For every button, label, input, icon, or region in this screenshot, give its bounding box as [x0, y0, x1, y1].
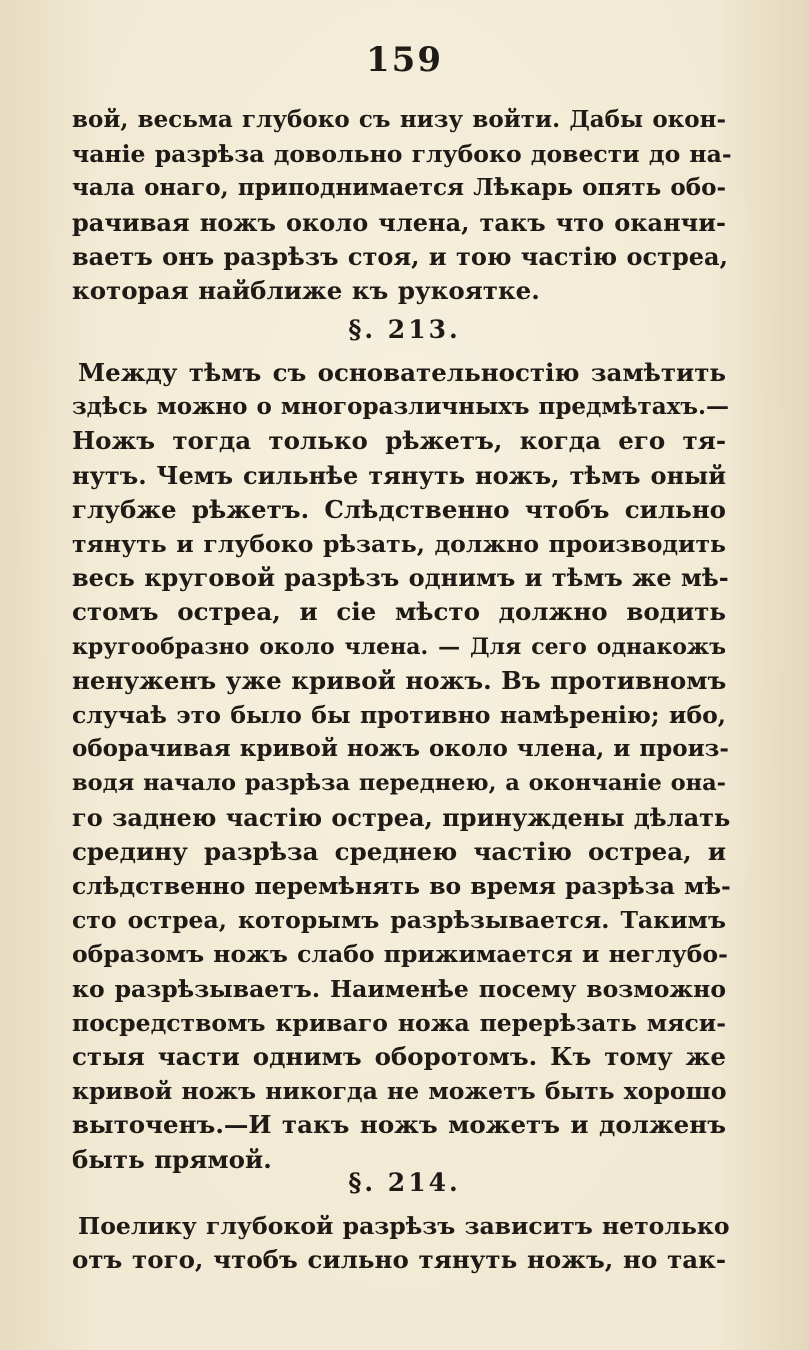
text-line: посредствомъ криваго ножа перерѣзать мяси-	[72, 1008, 726, 1037]
text-line: чаніе разрѣза довольно глубоко довести до на-	[72, 140, 732, 169]
text-line: быть прямой.	[72, 1144, 272, 1174]
text-line: выточенъ.—И такъ ножъ можетъ и долженъ	[72, 1110, 726, 1140]
text-line: которая найближе къ рукоятке.	[72, 276, 540, 306]
text-line: ненуженъ уже кривой ножъ. Въ противномъ	[72, 665, 727, 695]
text-line: чала онаго, приподнимается Лѣкарь опять обо-	[72, 174, 726, 202]
text-line: тянуть и глубоко рѣзать, должно производить	[72, 530, 726, 559]
text-line: ваетъ онъ разрѣзъ стоя, и тою частію остреа,	[72, 241, 728, 271]
text-line: слѣдственно перемѣнять во время разрѣза мѣ-	[72, 872, 731, 901]
text-line: Между тѣмъ съ основательностію замѣтить	[78, 358, 726, 387]
text-line: водя начало разрѣза переднею, а окончаніе она-	[72, 770, 726, 797]
text-line: отъ того, чтобъ сильно тянуть ножъ, но так-	[72, 1245, 726, 1275]
page-number: 159	[366, 40, 443, 80]
text-line: вой, весьма глубоко съ низу войти. Дабы окон-	[72, 106, 726, 133]
text-line: нутъ. Чемъ сильнѣе тянуть ножъ, тѣмъ оный	[72, 460, 726, 490]
text-line: оборачивая кривой ножъ около члена, и произ-	[72, 735, 729, 763]
section-heading-213: §. 213.	[348, 315, 461, 344]
text-line: Поелику глубокой разрѣзъ зависитъ нетолько	[78, 1212, 730, 1240]
text-line: средину разрѣза среднею частію остреа, и	[72, 836, 726, 866]
text-line: стомъ остреа, и сіе мѣсто должно водить	[72, 597, 726, 627]
paragraph-section-213	[72, 356, 731, 1177]
text-line: Ножъ тогда только рѣжетъ, когда его тя-	[72, 426, 726, 456]
text-line: го заднею частію остреа, принуждены дѣлать	[72, 802, 731, 832]
paragraph-section-214	[72, 1209, 730, 1277]
text-line: глубже рѣжетъ. Слѣдственно чтобъ сильно	[72, 494, 726, 524]
text-line: здѣсь можно о многоразличныхъ предмѣтахъ.—	[72, 393, 730, 421]
text-line: ко разрѣзываетъ. Наименѣе посему возможно	[72, 974, 726, 1003]
text-line: кривой ножъ никогда не можетъ быть хорошо	[72, 1077, 727, 1106]
text-line: кругообразно около члена. — Для сего однакожъ	[72, 633, 726, 660]
text-line: сто остреа, которымъ разрѣзывается. Такимъ	[72, 906, 726, 935]
text-line: случаѣ это было бы противно намѣренію; ибо,	[72, 701, 726, 730]
paragraph-continuation	[72, 103, 732, 308]
section-heading-214: §. 214.	[348, 1168, 461, 1197]
text-line: образомъ ножъ слабо прижимается и неглубо-	[72, 940, 728, 969]
text-line: стыя части однимъ оборотомъ. Къ тому же	[72, 1042, 726, 1072]
text-line: рачивая ножъ около члена, такъ что оканчи-	[72, 207, 726, 237]
text-line: весь круговой разрѣзъ однимъ и тѣмъ же мѣ-	[72, 563, 729, 593]
